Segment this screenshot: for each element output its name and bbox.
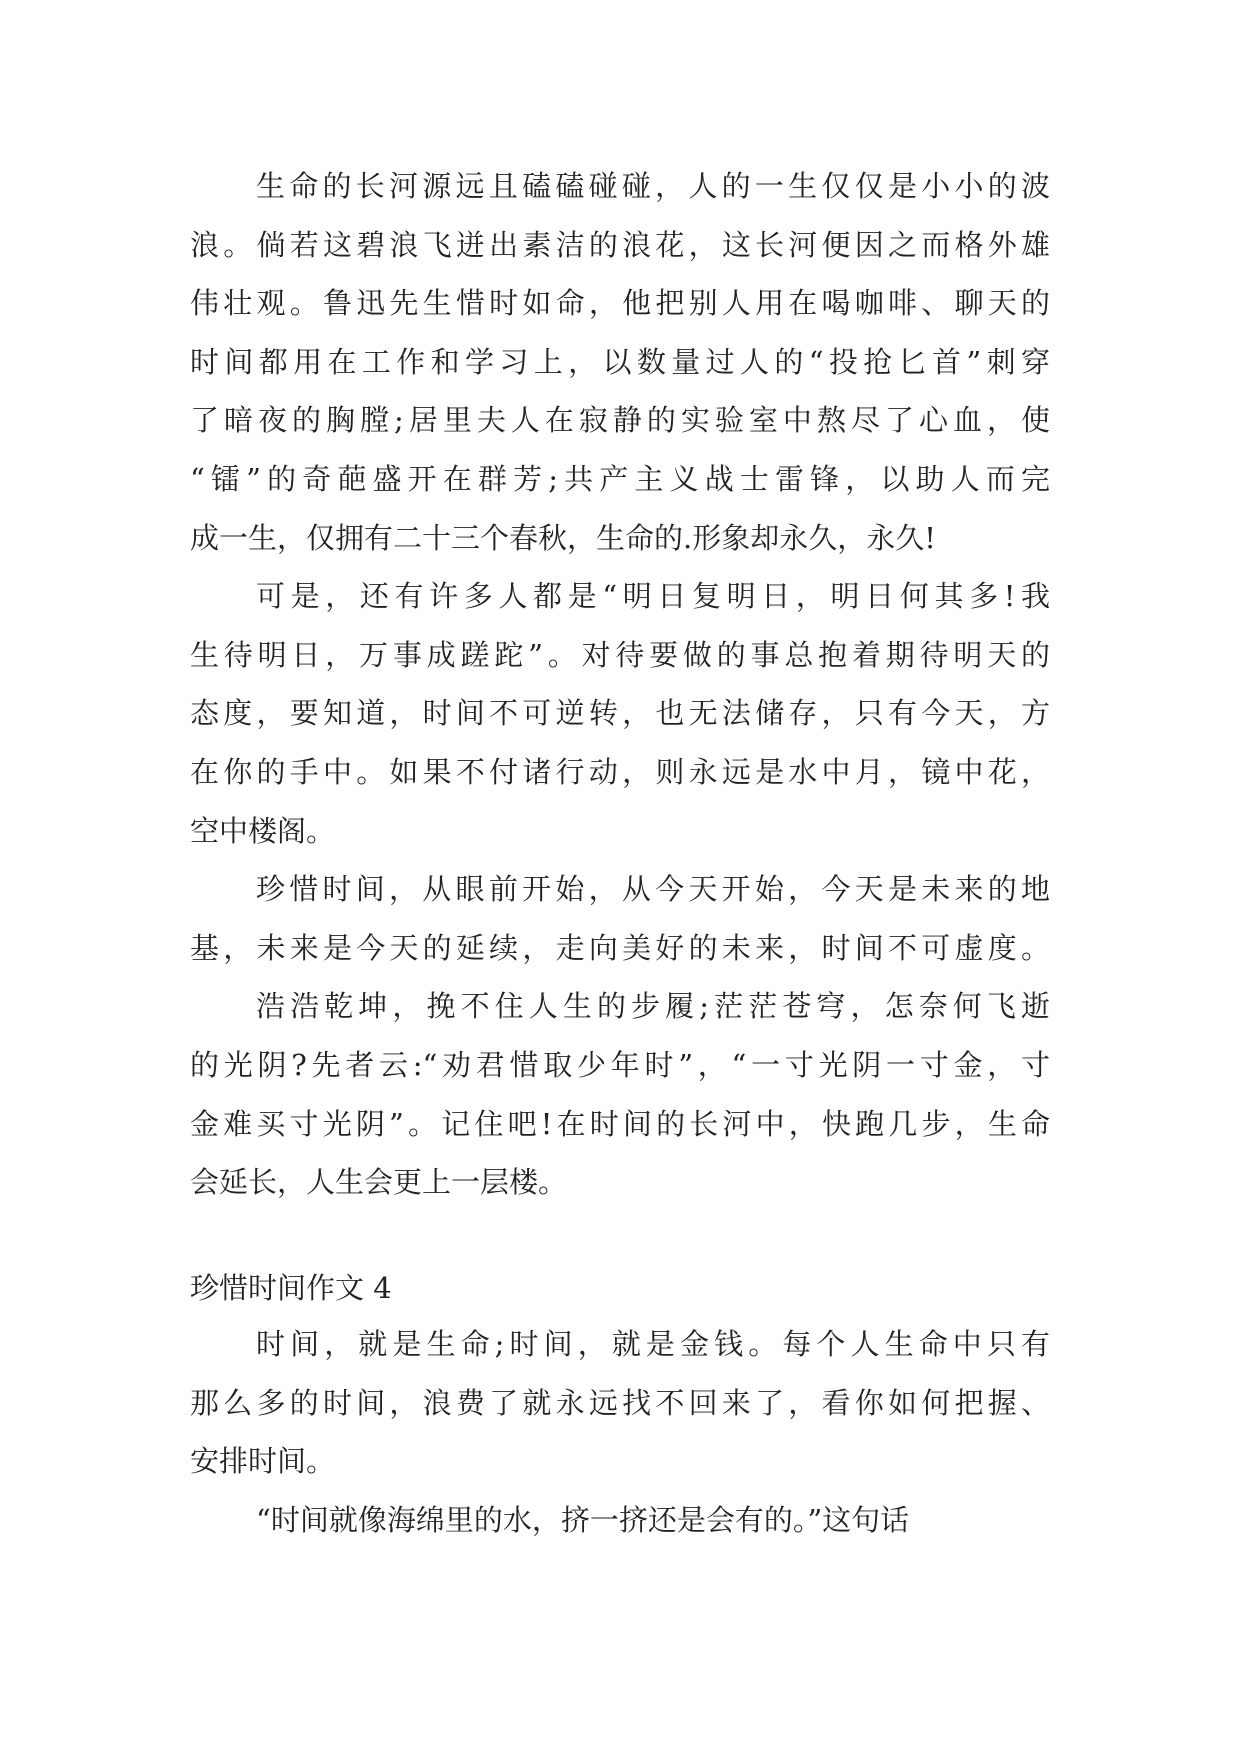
text-line: 时间，就是生命;时间，就是金钱。每个人生命中只有 — [256, 1327, 1050, 1361]
text-line: 空中楼阁。 — [190, 813, 336, 848]
body-text-block-2 — [190, 1315, 1050, 1549]
text-line: 会延长，人生会更上一层楼。 — [190, 1165, 568, 1200]
text-line: “时间就像海绵里的水，挤一挤还是会有的。”这句话 — [256, 1502, 910, 1537]
text-line: 生待明日，万事成蹉跎”。对待要做的事总抱着期待明天的 — [190, 637, 1050, 672]
text-line: 那么多的时间，浪费了就永远找不回来了，看你如何把握、 — [190, 1385, 1050, 1420]
text-line: 伟壮观。鲁迅先生惜时如命，他把别人用在喝咖啡、聊天的 — [190, 286, 1050, 321]
text-line: 基，未来是今天的延续，走向美好的未来，时间不可虚度。 — [190, 930, 1050, 965]
text-line: 成一生，仅拥有二十三个春秋，生命的.形象却永久，永久! — [190, 520, 936, 555]
text-line: 浩浩乾坤，挽不住人生的步履;茫茫苍穹，怎奈何飞逝 — [256, 989, 1050, 1024]
text-line: 安排时间。 — [190, 1444, 336, 1479]
text-line: 态度，要知道，时间不可逆转，也无法储存，只有今天，方 — [190, 696, 1050, 731]
text-line: 在你的手中。如果不付诸行动，则永远是水中月，镜中花， — [190, 754, 1050, 789]
text-line: 时间都用在工作和学习上，以数量过人的“投抢匕首”刺穿 — [190, 344, 1050, 379]
body-text-block-1 — [190, 157, 1050, 1212]
text-line: 了暗夜的胸膛;居里夫人在寂静的实验室中熬尽了心血，使 — [190, 403, 1050, 438]
text-line: 珍惜时间，从眼前开始，从今天开始，今天是未来的地 — [256, 872, 1050, 907]
text-line: 生命的长河源远且磕磕碰碰，人的一生仅仅是小小的波 — [256, 169, 1050, 203]
text-line: 可是，还有许多人都是“明日复明日，明日何其多!我 — [256, 579, 1050, 614]
text-line: 的光阴?先者云:“劝君惜取少年时”，“一寸光阴一寸金，寸 — [190, 1047, 1050, 1082]
text-line: “镭”的奇葩盛开在群芳;共产主义战士雷锋，以助人而完 — [190, 461, 1050, 496]
section-heading: 珍惜时间作文 4 — [190, 1271, 392, 1305]
text-line: 浪。倘若这碧浪飞迸出素洁的浪花，这长河便因之而格外雄 — [190, 227, 1050, 262]
document-page — [190, 0, 1050, 1754]
text-line: 金难买寸光阴”。记住吧!在时间的长河中，快跑几步，生命 — [190, 1106, 1050, 1141]
